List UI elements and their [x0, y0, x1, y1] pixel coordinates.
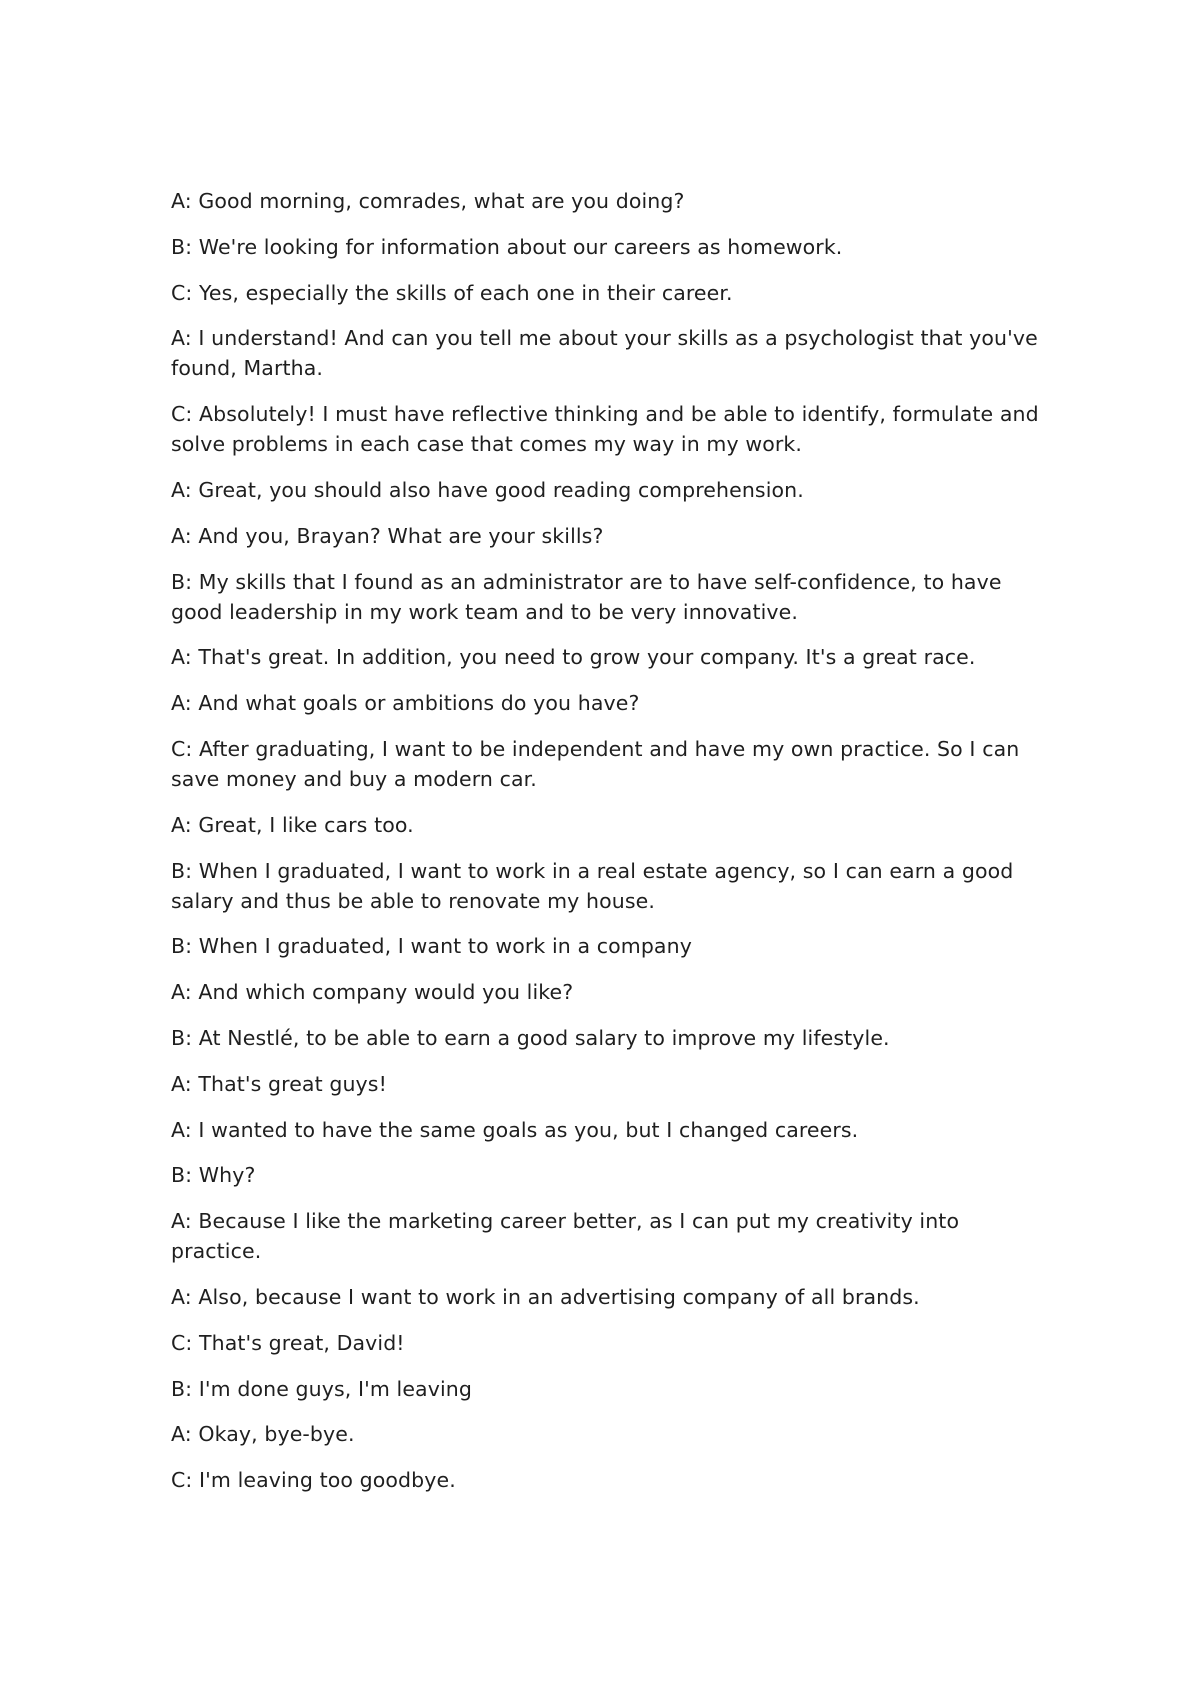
dialogue-line: B: I'm done guys, I'm leaving: [171, 1376, 472, 1401]
dialogue-line: A: Because I like the marketing career better, as I can put my creativity into practice.: [171, 1209, 960, 1264]
dialogue-line: C: Yes, especially the skills of each one in their career.: [171, 280, 733, 305]
dialogue-line: A: And you, Brayan? What are your skills?: [171, 523, 604, 548]
dialogue-line: C: I'm leaving too goodbye.: [171, 1468, 456, 1493]
dialogue-line: C: After graduating, I want to be independent and have my own practice. So I can save money and buy a modern car.: [171, 736, 1020, 791]
dialogue-line: A: I wanted to have the same goals as you, but I changed careers.: [171, 1117, 859, 1142]
dialogue-line: A: Great, you should also have good reading comprehension.: [171, 477, 804, 502]
dialogue-line: A: I understand! And can you tell me about your skills as a psychologist that you've found, Martha.: [171, 326, 1038, 381]
dialogue-line: B: Why?: [171, 1163, 256, 1188]
dialogue-body: [171, 186, 1041, 1511]
dialogue-line: A: Great, I like cars too.: [171, 812, 414, 837]
dialogue-line: B: When I graduated, I want to work in a real estate agency, so I can earn a good salary and thus be able to renovate my house.: [171, 858, 1014, 913]
dialogue-line: A: That's great. In addition, you need to grow your company. It's a great race.: [171, 645, 976, 670]
dialogue-line: C: That's great, David!: [171, 1330, 405, 1355]
dialogue-line: C: Absolutely! I must have reflective thinking and be able to identify, formulate and solve problems in each case that comes my way in my work.: [171, 402, 1039, 457]
dialogue-line: A: That's great guys!: [171, 1071, 387, 1096]
dialogue-line: B: At Nestlé, to be able to earn a good salary to improve my lifestyle.: [171, 1025, 890, 1050]
dialogue-line: A: Good morning, comrades, what are you doing?: [171, 189, 685, 213]
dialogue-line: B: My skills that I found as an administrator are to have self-confidence, to have good leadership in my work team and to be very innovative.: [171, 569, 1002, 624]
dialogue-line: B: When I graduated, I want to work in a company: [171, 934, 692, 959]
dialogue-line: A: Okay, bye-bye.: [171, 1422, 355, 1447]
dialogue-line: B: We're looking for information about our careers as homework.: [171, 234, 843, 259]
dialogue-line: A: Also, because I want to work in an advertising company of all brands.: [171, 1284, 920, 1309]
dialogue-line: A: And which company would you like?: [171, 980, 574, 1005]
dialogue-line: A: And what goals or ambitions do you have?: [171, 691, 640, 716]
